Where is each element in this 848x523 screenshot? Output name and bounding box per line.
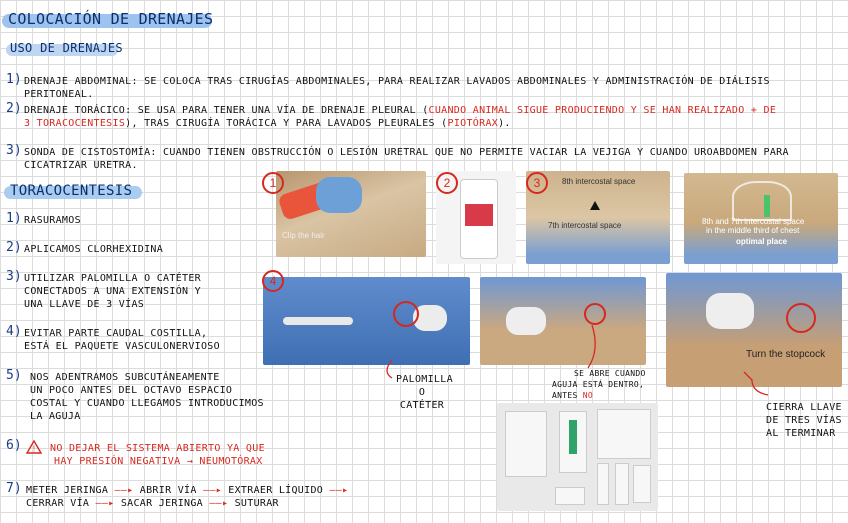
step-7-number: 7): [6, 481, 22, 496]
photo-clip-hair: Clip the hair: [276, 171, 426, 257]
step-5-text: NOS ADENTRAMOS SUBCUTÁNEAMENTE UN POCO ANTES DEL OCTAVO ESPACIO COSTAL Y CUANDO LLEGAMOS INTRODUCIMOS LA AGUJA: [30, 372, 264, 422]
use-3-text: SONDA DE CISTOSTOMÍA: CUANDO TIENEN OBSTRUCCIÓN O LESIÓN URETRAL QUE NO PERMITE VACIAR LA VEJIGA Y CUANDO UROABDOMEN PARA CICATRIZAR URETRA.: [24, 147, 789, 171]
section-title: TORACOCENTESIS: [10, 183, 133, 199]
step-2-number: 2): [6, 240, 22, 255]
use-2-number: 2): [6, 101, 22, 116]
photo-number-4: 4: [262, 270, 284, 292]
step-2-text: APLICAMOS CLORHEXIDINA: [24, 244, 164, 255]
use-3-number: 3): [6, 143, 22, 158]
use-2-text: DRENAJE TORÁCICO: SE USA PARA TENER UNA VÍA DE DRENAJE PLEURAL (CUANDO ANIMAL SIGUE PRODUCIENDO Y SE HAN REALIZADO + DE 3 TORACOCENTESIS), TRAS CIRUGÍA TORÁCICA Y PARA LAVADOS PLEURALES (PIOTÓRAX).: [24, 105, 777, 129]
annotation-cierra: CIERRA LLAVE DE TRES VÍAS AL TERMINAR: [766, 402, 842, 439]
photo-number-3: 3: [526, 172, 548, 194]
step-4-text: EVITAR PARTE CAUDAL COSTILLA, ESTÁ EL PAQUETE VASCULONERVIOSO: [24, 328, 220, 352]
step-6-number: 6): [6, 438, 22, 453]
step-3-text: UTILIZAR PALOMILLA O CATÉTER CONECTADOS A UNA EXTENSIÓN Y UNA LLAVE DE 3 VÍAS: [24, 273, 201, 310]
photo-stopcock: Turn the stopcock: [666, 273, 842, 387]
svg-text:!: !: [32, 444, 36, 454]
page-title: COLOCACIÓN DE DRENAJES: [8, 10, 214, 28]
step-6-text: NO DEJAR EL SISTEMA ABIERTO YA QUE HAY PRESIÓN NEGATIVA → NEUMOTÓRAX: [50, 443, 265, 467]
use-1-number: 1): [6, 72, 22, 87]
use-1-text: DRENAJE ABDOMINAL: SE COLOCA TRAS CIRUGÍAS ABDOMINALES, PARA REALIZAR LAVADOS ABDOMINALES Y ADMINISTRACIÓN DE DIÁLISIS PERITONEAL.: [24, 76, 770, 100]
photo-number-2: 2: [436, 172, 458, 194]
photo-optimal-place: 8th and 7th intercostal space in the middle third of chest optimal place: [684, 173, 838, 264]
step-5-number: 5): [6, 368, 22, 383]
photo-intercostal-space: 8th intercostal space 7th intercostal space: [526, 171, 670, 264]
step-1-text: RASURAMOS: [24, 215, 81, 226]
annotation-palomilla: PALOMILLA O CATÉTER: [396, 374, 453, 411]
section-subtitle: USO DE DRENAJES: [10, 41, 123, 55]
step-7-flow: METER JERINGA ——▸ ABRIR VÍA ——▸ EXTRAER LÍQUIDO ——▸ CERRAR VÍA ——▸ SACAR JERINGA ——▸ SUTURAR: [26, 485, 349, 509]
step-4-number: 4): [6, 324, 22, 339]
photo-number-1: 1: [262, 172, 284, 194]
step-1-number: 1): [6, 211, 22, 226]
step-3-number: 3): [6, 269, 22, 284]
annotation-abre: SE ABRE CUANDO AGUJA ESTÁ DENTRO, ANTES NO: [552, 369, 646, 400]
